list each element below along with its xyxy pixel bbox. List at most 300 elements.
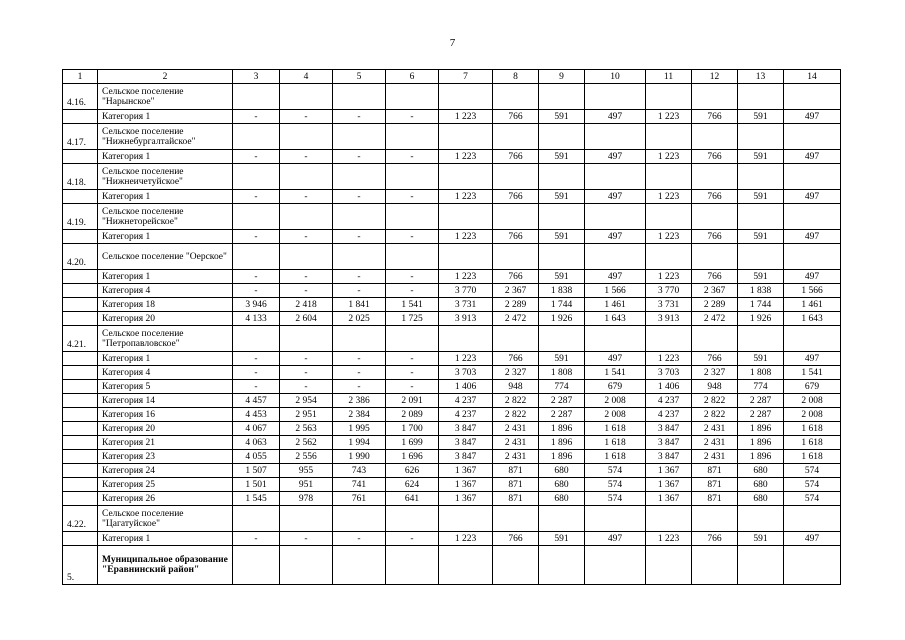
value-cell: 766 <box>692 190 738 204</box>
value-cell: 3 731 <box>646 298 692 312</box>
value-cell <box>539 164 585 190</box>
value-cell: - <box>233 230 280 244</box>
value-cell <box>386 244 439 270</box>
value-cell: - <box>333 270 386 284</box>
value-cell <box>333 204 386 230</box>
value-cell <box>439 546 493 585</box>
value-cell: - <box>386 110 439 124</box>
value-cell: 591 <box>738 352 784 366</box>
value-cell <box>585 244 646 270</box>
value-cell <box>333 84 386 110</box>
value-cell: 497 <box>784 190 841 204</box>
category-name-cell: Категория 5 <box>98 380 233 394</box>
value-cell: - <box>333 284 386 298</box>
value-cell: 1 643 <box>784 312 841 326</box>
value-cell: 1 541 <box>585 366 646 380</box>
value-cell: - <box>386 532 439 546</box>
value-cell <box>493 326 539 352</box>
category-name-cell: Категория 20 <box>98 312 233 326</box>
value-cell: 1 461 <box>585 298 646 312</box>
value-cell <box>233 124 280 150</box>
value-cell <box>333 124 386 150</box>
value-cell: 766 <box>493 110 539 124</box>
value-cell <box>233 546 280 585</box>
row-number-cell <box>63 422 98 436</box>
value-cell: 2 604 <box>280 312 333 326</box>
value-cell: 2 008 <box>784 408 841 422</box>
value-cell: 4 063 <box>233 436 280 450</box>
value-cell: 2 472 <box>493 312 539 326</box>
value-cell: 624 <box>386 478 439 492</box>
value-cell <box>692 506 738 532</box>
column-number-cell: 8 <box>493 70 539 84</box>
value-cell: 4 237 <box>439 394 493 408</box>
value-cell: 2 089 <box>386 408 439 422</box>
value-cell: - <box>233 380 280 394</box>
column-number-cell: 2 <box>98 70 233 84</box>
value-cell: 1 461 <box>784 298 841 312</box>
value-cell <box>439 244 493 270</box>
category-row <box>63 366 841 380</box>
value-cell: 2 008 <box>585 408 646 422</box>
value-cell <box>333 164 386 190</box>
value-cell: 2 431 <box>493 450 539 464</box>
value-cell <box>493 506 539 532</box>
value-cell <box>493 204 539 230</box>
value-cell: 1 643 <box>585 312 646 326</box>
value-cell: 2 287 <box>738 394 784 408</box>
value-cell: 680 <box>738 478 784 492</box>
value-cell: 3 847 <box>439 450 493 464</box>
value-cell: - <box>333 380 386 394</box>
value-cell <box>280 244 333 270</box>
column-number-cell: 4 <box>280 70 333 84</box>
value-cell: 1 696 <box>386 450 439 464</box>
value-cell <box>784 204 841 230</box>
value-cell: 1 896 <box>738 422 784 436</box>
row-number-cell <box>63 298 98 312</box>
page-number: 7 <box>449 37 456 49</box>
value-cell: 1 566 <box>585 284 646 298</box>
value-cell: 2 327 <box>692 366 738 380</box>
category-name-cell: Категория 1 <box>98 110 233 124</box>
section-row <box>63 84 841 110</box>
value-cell <box>386 546 439 585</box>
value-cell: 1 618 <box>585 450 646 464</box>
value-cell: 766 <box>692 230 738 244</box>
value-cell: 978 <box>280 492 333 506</box>
value-cell <box>539 204 585 230</box>
value-cell: 497 <box>784 270 841 284</box>
value-cell <box>692 244 738 270</box>
value-cell: 2 563 <box>280 422 333 436</box>
value-cell: - <box>386 352 439 366</box>
value-cell: 1 618 <box>784 422 841 436</box>
category-row <box>63 394 841 408</box>
category-row <box>63 312 841 326</box>
value-cell: 2 822 <box>692 394 738 408</box>
value-cell: 1 367 <box>439 492 493 506</box>
value-cell: 1 223 <box>439 190 493 204</box>
value-cell: 2 472 <box>692 312 738 326</box>
value-cell: 1 223 <box>646 230 692 244</box>
category-name-cell: Категория 1 <box>98 230 233 244</box>
value-cell: 2 822 <box>493 408 539 422</box>
value-cell: - <box>233 110 280 124</box>
value-cell: 2 386 <box>333 394 386 408</box>
value-cell: - <box>333 110 386 124</box>
row-number-cell <box>63 190 98 204</box>
value-cell: 626 <box>386 464 439 478</box>
value-cell: 591 <box>738 190 784 204</box>
row-number-cell <box>63 408 98 422</box>
value-cell <box>386 326 439 352</box>
value-cell: - <box>333 190 386 204</box>
value-cell <box>646 326 692 352</box>
value-cell: 2 091 <box>386 394 439 408</box>
value-cell <box>692 204 738 230</box>
value-cell: 591 <box>539 190 585 204</box>
column-number-cell: 14 <box>784 70 841 84</box>
value-cell <box>333 546 386 585</box>
value-cell: 1 223 <box>439 532 493 546</box>
column-number-cell: 1 <box>63 70 98 84</box>
value-cell: - <box>280 110 333 124</box>
category-name-cell: Категория 18 <box>98 298 233 312</box>
column-number-cell: 11 <box>646 70 692 84</box>
value-cell: 2 367 <box>692 284 738 298</box>
value-cell: 574 <box>784 464 841 478</box>
value-cell: 766 <box>493 270 539 284</box>
row-number-cell: 4.20. <box>63 244 98 270</box>
value-cell <box>646 506 692 532</box>
value-cell <box>738 164 784 190</box>
column-number-cell: 3 <box>233 70 280 84</box>
tariff-table <box>62 69 841 585</box>
value-cell: 497 <box>784 110 841 124</box>
value-cell: 1 501 <box>233 478 280 492</box>
settlement-name-cell: Сельское поселение "Нижнеторейское" <box>98 204 233 230</box>
category-name-cell: Категория 14 <box>98 394 233 408</box>
value-cell: - <box>333 366 386 380</box>
value-cell: 2 287 <box>738 408 784 422</box>
value-cell: 766 <box>493 150 539 164</box>
value-cell: 497 <box>585 110 646 124</box>
category-name-cell: Категория 4 <box>98 284 233 298</box>
value-cell: 4 237 <box>439 408 493 422</box>
value-cell: 1 223 <box>646 352 692 366</box>
value-cell <box>646 124 692 150</box>
value-cell: - <box>386 366 439 380</box>
row-number-cell <box>63 464 98 478</box>
value-cell: 2 822 <box>493 394 539 408</box>
category-name-cell: Категория 23 <box>98 450 233 464</box>
value-cell: 1 406 <box>439 380 493 394</box>
value-cell: 1 406 <box>646 380 692 394</box>
settlement-name-cell: Сельское поселение "Цагатуйское" <box>98 506 233 532</box>
value-cell: 679 <box>585 380 646 394</box>
settlement-name-cell: Сельское поселение "Оерское" <box>98 244 233 270</box>
value-cell: 3 946 <box>233 298 280 312</box>
value-cell <box>692 326 738 352</box>
section-row <box>63 506 841 532</box>
category-row <box>63 110 841 124</box>
value-cell <box>333 244 386 270</box>
value-cell: 1 926 <box>738 312 784 326</box>
category-name-cell: Категория 1 <box>98 150 233 164</box>
category-name-cell: Категория 1 <box>98 352 233 366</box>
value-cell <box>539 326 585 352</box>
value-cell <box>439 124 493 150</box>
value-cell: 2 431 <box>692 450 738 464</box>
value-cell: 591 <box>738 270 784 284</box>
value-cell: 2 822 <box>692 408 738 422</box>
value-cell <box>738 244 784 270</box>
value-cell: 2 008 <box>784 394 841 408</box>
value-cell: 951 <box>280 478 333 492</box>
value-cell <box>784 124 841 150</box>
value-cell: 4 237 <box>646 408 692 422</box>
value-cell: 3 847 <box>439 436 493 450</box>
row-number-cell <box>63 380 98 394</box>
value-cell: 1 223 <box>646 110 692 124</box>
row-number-cell <box>63 478 98 492</box>
row-number-cell: 5. <box>63 546 98 585</box>
value-cell: 1 541 <box>386 298 439 312</box>
value-cell: 1 699 <box>386 436 439 450</box>
value-cell <box>280 124 333 150</box>
category-row <box>63 478 841 492</box>
value-cell <box>585 164 646 190</box>
settlement-name-cell: Муниципальное образование "Еравнинский район" <box>98 546 233 585</box>
value-cell: 1 896 <box>539 450 585 464</box>
value-cell: 3 847 <box>439 422 493 436</box>
value-cell: - <box>280 190 333 204</box>
value-cell: 2 367 <box>493 284 539 298</box>
value-cell: - <box>233 190 280 204</box>
value-cell: 1 545 <box>233 492 280 506</box>
value-cell: 766 <box>493 532 539 546</box>
column-number-cell: 13 <box>738 70 784 84</box>
value-cell: 1 744 <box>738 298 784 312</box>
row-number-cell <box>63 366 98 380</box>
row-number-cell <box>63 312 98 326</box>
value-cell: 743 <box>333 464 386 478</box>
value-cell: 1 700 <box>386 422 439 436</box>
row-number-cell <box>63 532 98 546</box>
value-cell <box>233 506 280 532</box>
value-cell: 1 838 <box>738 284 784 298</box>
value-cell: 591 <box>539 230 585 244</box>
value-cell: 497 <box>784 532 841 546</box>
value-cell <box>280 204 333 230</box>
value-cell: 1 838 <box>539 284 585 298</box>
value-cell: 591 <box>539 270 585 284</box>
value-cell: 766 <box>692 352 738 366</box>
value-cell: 955 <box>280 464 333 478</box>
value-cell: 761 <box>333 492 386 506</box>
row-number-cell <box>63 352 98 366</box>
value-cell: 3 703 <box>646 366 692 380</box>
value-cell: 766 <box>692 270 738 284</box>
value-cell: 4 457 <box>233 394 280 408</box>
category-row <box>63 380 841 394</box>
value-cell: 3 770 <box>439 284 493 298</box>
value-cell <box>539 506 585 532</box>
section-row <box>63 326 841 352</box>
value-cell <box>539 546 585 585</box>
value-cell: - <box>333 532 386 546</box>
category-row <box>63 408 841 422</box>
value-cell: 1 367 <box>646 464 692 478</box>
value-cell: 774 <box>738 380 784 394</box>
value-cell <box>646 84 692 110</box>
value-cell: 641 <box>386 492 439 506</box>
category-name-cell: Категория 16 <box>98 408 233 422</box>
value-cell <box>646 244 692 270</box>
value-cell: 497 <box>585 532 646 546</box>
value-cell: 2 327 <box>493 366 539 380</box>
value-cell <box>585 506 646 532</box>
value-cell: 1 808 <box>738 366 784 380</box>
category-row <box>63 492 841 506</box>
value-cell: 871 <box>493 478 539 492</box>
category-name-cell: Категория 25 <box>98 478 233 492</box>
value-cell: 497 <box>784 150 841 164</box>
value-cell: 3 847 <box>646 450 692 464</box>
value-cell <box>386 84 439 110</box>
value-cell <box>738 84 784 110</box>
value-cell <box>539 124 585 150</box>
value-cell: 774 <box>539 380 585 394</box>
value-cell: 1 223 <box>646 190 692 204</box>
value-cell: 680 <box>539 492 585 506</box>
value-cell: 1 367 <box>439 464 493 478</box>
value-cell: 2 418 <box>280 298 333 312</box>
value-cell: 1 808 <box>539 366 585 380</box>
value-cell: 2 287 <box>539 408 585 422</box>
value-cell <box>439 326 493 352</box>
value-cell: 2 025 <box>333 312 386 326</box>
value-cell <box>784 546 841 585</box>
value-cell <box>738 546 784 585</box>
value-cell: 680 <box>539 464 585 478</box>
column-number-cell: 7 <box>439 70 493 84</box>
value-cell <box>784 326 841 352</box>
value-cell <box>738 506 784 532</box>
value-cell: 1 841 <box>333 298 386 312</box>
category-name-cell: Категория 4 <box>98 366 233 380</box>
value-cell: 948 <box>493 380 539 394</box>
value-cell <box>692 124 738 150</box>
value-cell: 1 896 <box>539 436 585 450</box>
value-cell: 1 223 <box>439 230 493 244</box>
value-cell: - <box>233 270 280 284</box>
category-row <box>63 190 841 204</box>
value-cell: 871 <box>493 464 539 478</box>
value-cell: 2 562 <box>280 436 333 450</box>
value-cell <box>233 164 280 190</box>
value-cell: - <box>386 284 439 298</box>
value-cell: 1 896 <box>539 422 585 436</box>
value-cell: 591 <box>738 532 784 546</box>
value-cell: 3 913 <box>439 312 493 326</box>
value-cell <box>333 506 386 532</box>
value-cell: 2 289 <box>493 298 539 312</box>
section-row <box>63 546 841 585</box>
value-cell: - <box>280 366 333 380</box>
value-cell: 4 067 <box>233 422 280 436</box>
category-row <box>63 464 841 478</box>
value-cell <box>585 84 646 110</box>
value-cell: 3 703 <box>439 366 493 380</box>
value-cell: 4 133 <box>233 312 280 326</box>
table-body <box>63 70 841 585</box>
value-cell: 1 896 <box>738 436 784 450</box>
value-cell <box>439 84 493 110</box>
value-cell <box>493 164 539 190</box>
value-cell: 1 618 <box>784 450 841 464</box>
value-cell: 497 <box>585 190 646 204</box>
value-cell <box>646 546 692 585</box>
value-cell: 2 287 <box>539 394 585 408</box>
value-cell: 497 <box>585 270 646 284</box>
value-cell: - <box>333 150 386 164</box>
value-cell: 1 541 <box>784 366 841 380</box>
row-number-cell: 4.18. <box>63 164 98 190</box>
value-cell: 679 <box>784 380 841 394</box>
value-cell <box>280 546 333 585</box>
value-cell <box>784 506 841 532</box>
value-cell <box>439 164 493 190</box>
row-number-cell <box>63 450 98 464</box>
row-number-cell <box>63 436 98 450</box>
category-row <box>63 436 841 450</box>
value-cell <box>493 244 539 270</box>
value-cell <box>233 84 280 110</box>
value-cell: 948 <box>692 380 738 394</box>
row-number-cell <box>63 394 98 408</box>
value-cell: 766 <box>493 190 539 204</box>
value-cell: 574 <box>585 492 646 506</box>
row-number-cell: 4.22. <box>63 506 98 532</box>
value-cell: 2 431 <box>493 422 539 436</box>
value-cell: 3 847 <box>646 422 692 436</box>
value-cell: - <box>280 284 333 298</box>
value-cell: 591 <box>539 532 585 546</box>
value-cell: - <box>280 532 333 546</box>
settlement-name-cell: Сельское поселение "Нарынское" <box>98 84 233 110</box>
value-cell: 2 556 <box>280 450 333 464</box>
value-cell <box>280 164 333 190</box>
value-cell: 871 <box>692 492 738 506</box>
settlement-name-cell: Сельское поселение "Нижнебургалтайское" <box>98 124 233 150</box>
value-cell <box>692 546 738 585</box>
value-cell: 497 <box>585 352 646 366</box>
value-cell <box>646 164 692 190</box>
category-name-cell: Категория 24 <box>98 464 233 478</box>
value-cell: 1 618 <box>585 436 646 450</box>
value-cell: - <box>333 352 386 366</box>
value-cell: 1 990 <box>333 450 386 464</box>
section-row <box>63 164 841 190</box>
category-row <box>63 450 841 464</box>
column-number-row <box>63 70 841 84</box>
value-cell <box>738 326 784 352</box>
value-cell <box>585 124 646 150</box>
value-cell: 4 237 <box>646 394 692 408</box>
value-cell: 1 223 <box>439 110 493 124</box>
